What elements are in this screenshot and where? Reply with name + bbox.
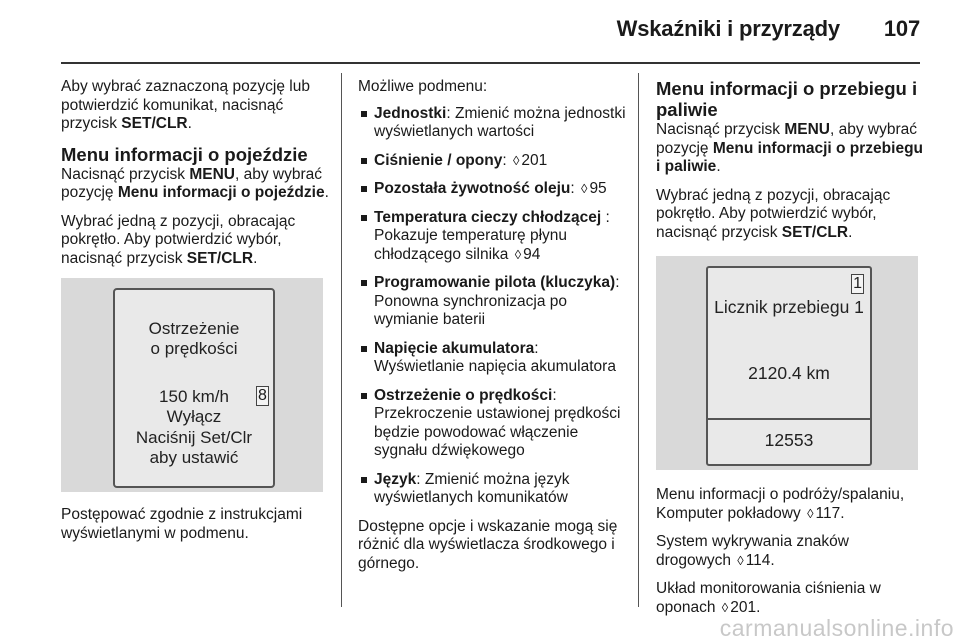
heading-vehicle-info-menu: Menu informacji o pojeździe (61, 143, 308, 165)
display-page-badge: 8 (258, 387, 267, 404)
page-reference-link[interactable]: 201. (730, 598, 761, 616)
cross-reference-paragraph: Układ monitorowania ciśnienia w oponach ◊ 201. (656, 580, 881, 616)
submenu-item: Ciśnienie / opony: ◊ 201 (358, 152, 630, 171)
page-reference-icon: ◊ (514, 246, 522, 262)
page-reference-link[interactable]: 94 (523, 245, 541, 263)
page-reference-link[interactable]: 201 (521, 151, 548, 169)
page-header (40, 16, 920, 42)
page-reference-icon: ◊ (581, 181, 588, 196)
page-reference-icon: ◊ (737, 552, 744, 568)
cross-reference-paragraph: Menu informacji o podróży/spalaniu, Komputer pokładowy ◊ 117. (656, 486, 905, 522)
submenu-intro: Możliwe podmenu: (358, 78, 488, 95)
display-title-line2: o prędkości (150, 339, 238, 358)
heading-trip-fuel-menu: Menu informacji o przebiegu i paliwie (656, 78, 918, 120)
submenu-item: Temperatura cieczy chłodzącej : Pokazuje temperaturę płynu chłodzącego silnika ◊ 94 (358, 209, 630, 265)
paragraph-choose-trip-item: Wybrać jedną z pozycji, obracając pokrętło. Aby potwierdzić wybór, nacisnąć przycisk SET/CLR. (656, 186, 891, 241)
display-speed: 150 km/h (159, 387, 229, 406)
display-page-badge: 1 (853, 275, 862, 292)
display-hint-line2: aby ustawić (149, 448, 239, 467)
trip-title: Licznik przebiegu 1 (714, 297, 864, 317)
submenu-list (358, 105, 630, 508)
paragraph-choose-item: Wybrać jedną z pozycji, obracając pokrętło. Aby potwierdzić wybór, nacisnąć przycisk SET/CLR. (61, 212, 296, 267)
column-1 (61, 78, 331, 553)
submenu-item: Napięcie akumulatora: Wyświetlanie napięcia akumulatora (358, 340, 630, 377)
paragraph-follow-instructions: Postępować zgodnie z instrukcjami wyświetlanymi w podmenu. (61, 506, 303, 542)
trip-distance: 2120.4 km (748, 363, 830, 383)
odometer-value: 12553 (764, 430, 814, 450)
page-reference-icon: ◊ (807, 505, 814, 521)
speed-warning-display (113, 288, 275, 488)
trip-odometer-display-figure (656, 256, 918, 470)
page-reference-link[interactable]: 117. (815, 504, 845, 522)
column-2 (358, 78, 630, 583)
page-reference-link[interactable]: 95 (589, 180, 607, 197)
paragraph-open-trip-menu: Nacisnąć przycisk MENU, aby wybrać pozycję Menu informacji o przebiegu i paliwie. (656, 121, 924, 175)
speed-warning-display-figure (61, 278, 323, 492)
submenu-item: Ostrzeżenie o prędkości: Przekroczenie ustawionej prędkości będzie powodować włączenie sygnału dźwiękowego (358, 387, 630, 461)
paragraph-open-menu: Nacisnąć przycisk MENU, aby wybrać pozycję Menu informacji o pojeździe. (61, 165, 329, 201)
display-hint-line1: Naciśnij Set/Clr (135, 428, 253, 447)
page-reference-icon: ◊ (512, 152, 520, 168)
column-divider-2 (638, 73, 639, 607)
page-reference-icon: ◊ (721, 599, 729, 615)
submenu-item: Pozostała żywotność oleju: ◊ 95 (358, 180, 630, 199)
page-number: 107 (883, 16, 920, 41)
display-separator (708, 418, 870, 420)
reference-list (656, 486, 926, 617)
page-reference-link[interactable]: 114. (745, 551, 775, 569)
trip-odometer-display (706, 266, 872, 466)
cross-reference-paragraph: System wykrywania znaków drogowych ◊ 114. (656, 533, 849, 569)
display-title-line1: Ostrzeżenie (148, 319, 240, 338)
display-state: Wyłącz (166, 407, 222, 426)
column-divider-1 (341, 73, 342, 607)
submenu-outro: Dostępne opcje i wskazanie mogą się różnić dla wyświetlacza środkowego i górnego. (358, 517, 618, 572)
header-rule (61, 62, 920, 64)
submenu-item: Jednostki: Zmienić można jednostki wyświetlanych wartości (358, 105, 630, 142)
watermark: carmanualsonline.info (719, 615, 954, 641)
paragraph-select-confirm: Aby wybrać zaznaczoną pozycję lub potwierdzić komunikat, nacisnąć przycisk SET/CLR. (61, 78, 310, 132)
submenu-item: Język: Zmienić można język wyświetlanych komunikatów (358, 471, 630, 508)
submenu-item: Programowanie pilota (kluczyka): Ponowna synchronizacja po wymianie baterii (358, 274, 630, 330)
section-title: Wskaźniki i przyrządy (616, 16, 840, 41)
column-3 (656, 78, 926, 627)
